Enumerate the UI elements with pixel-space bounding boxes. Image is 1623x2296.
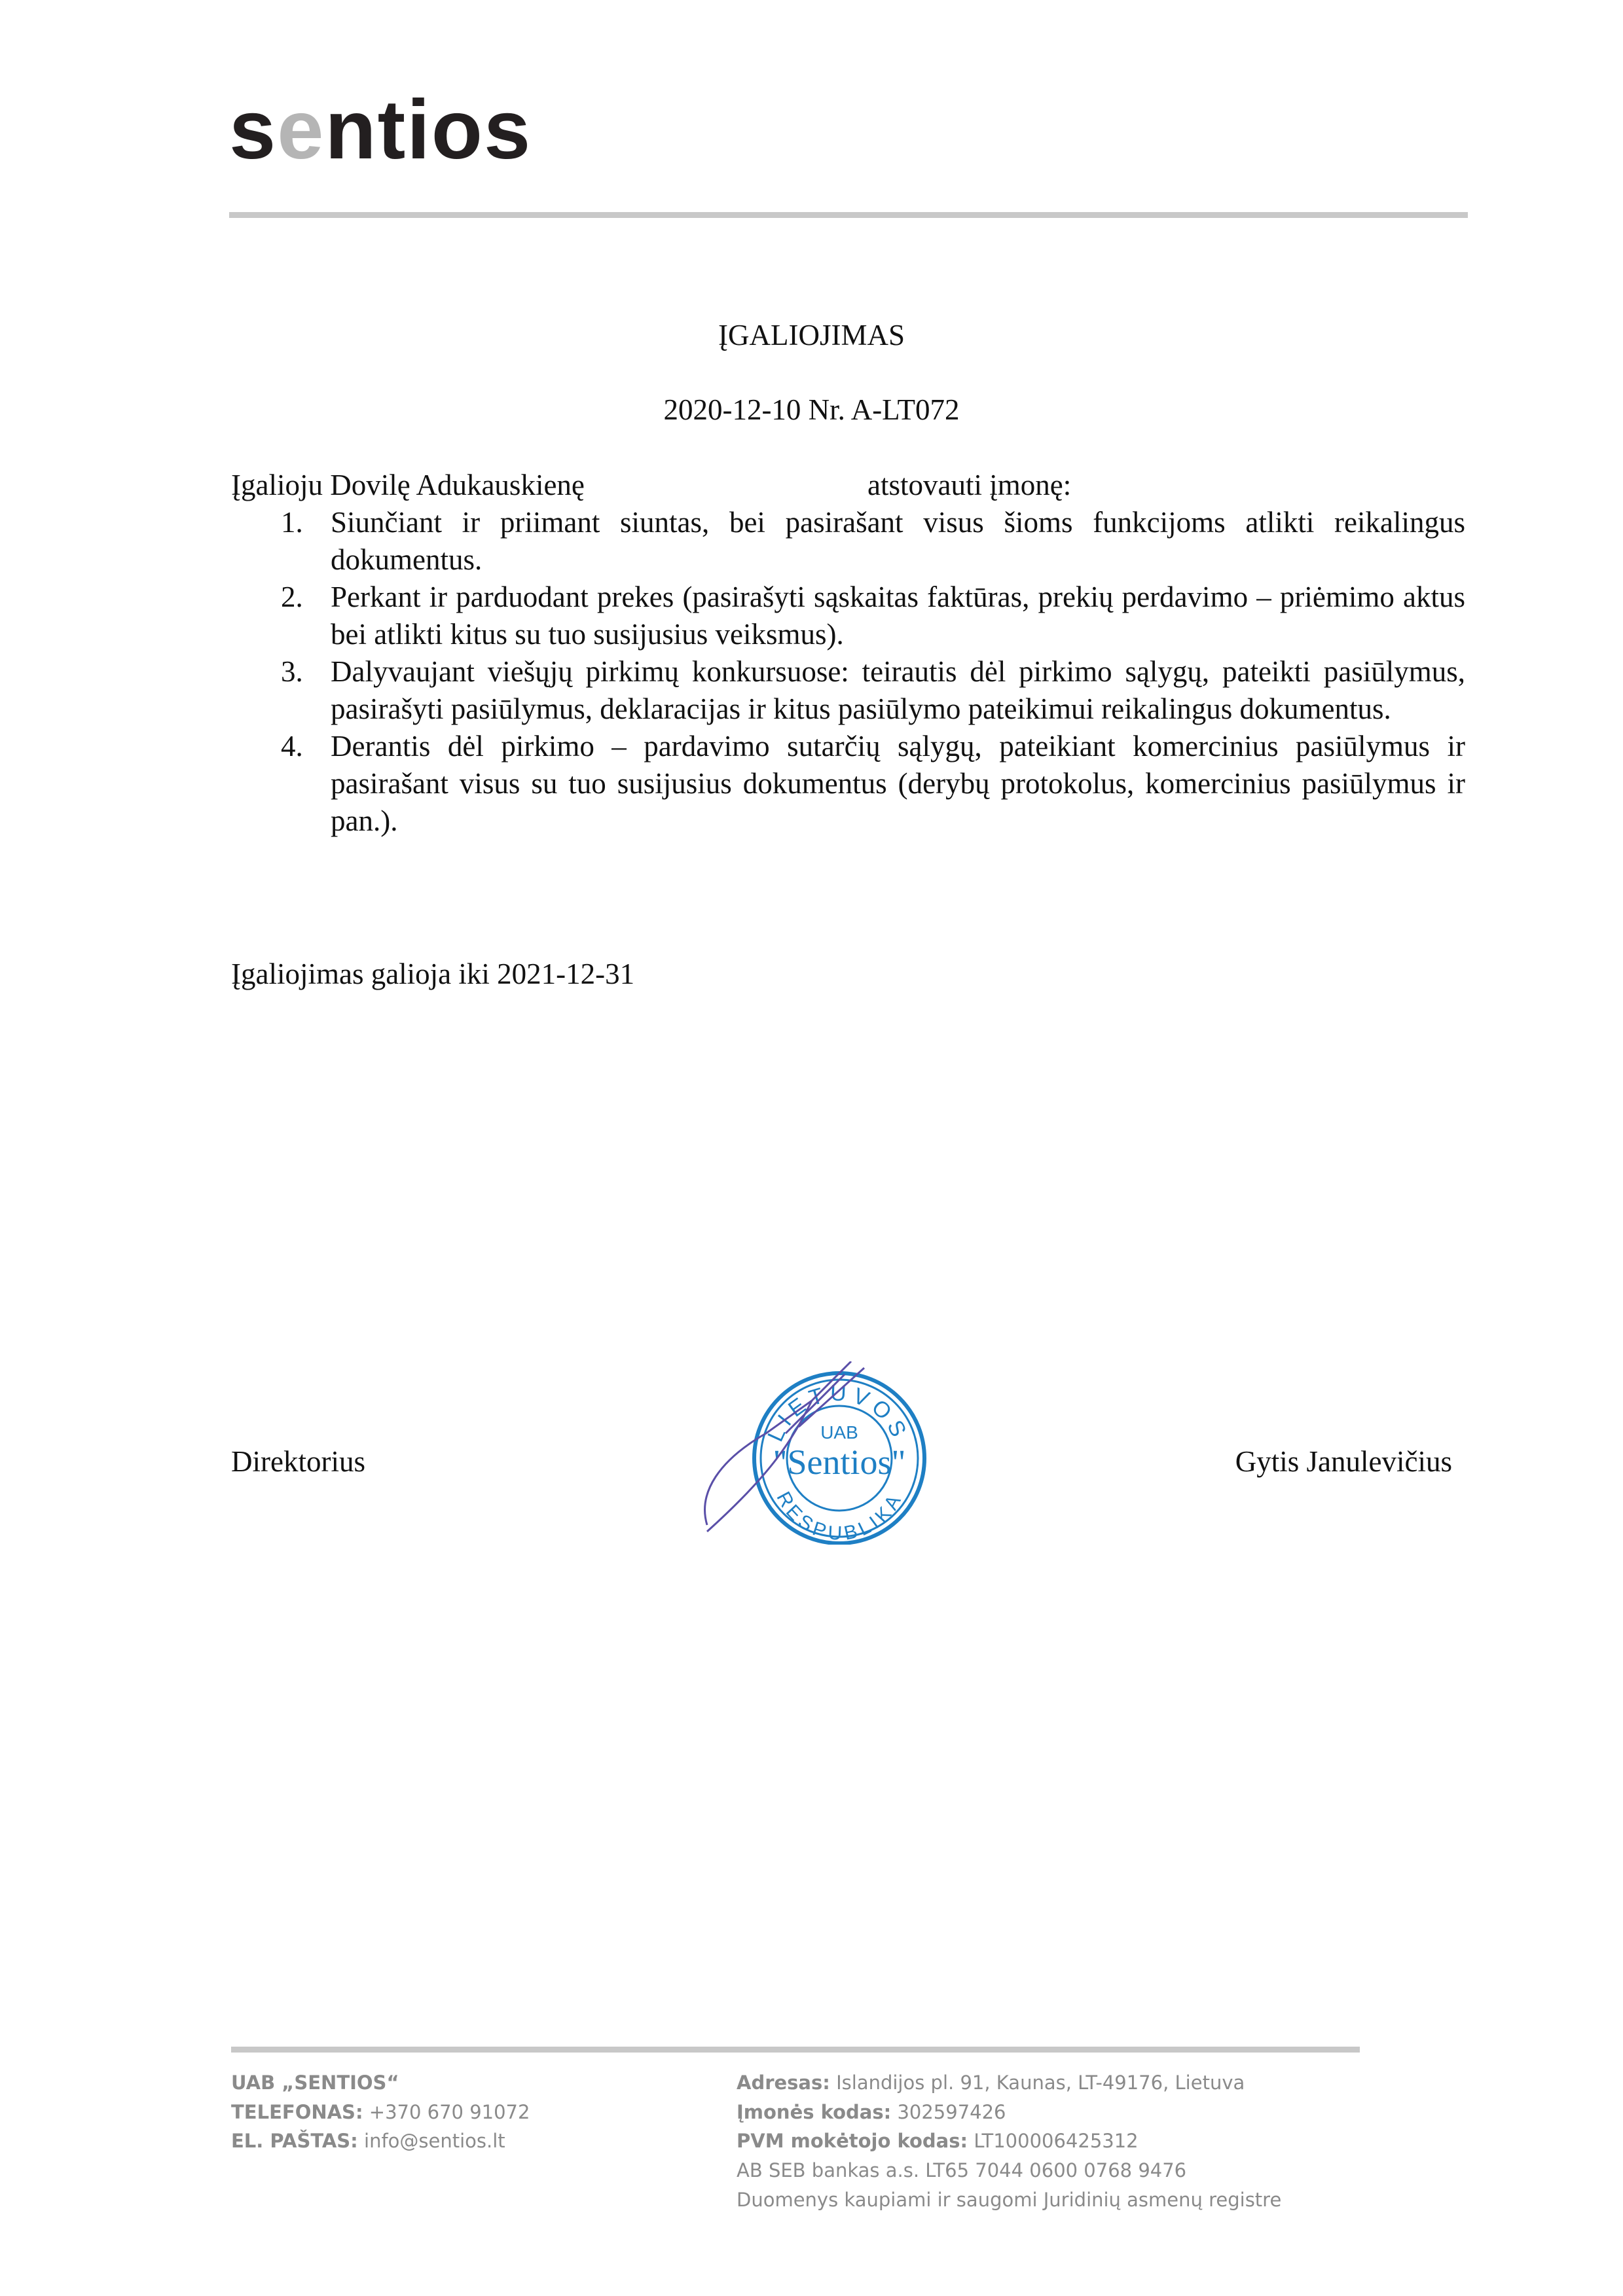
footer-label: Įmonės kodas: (737, 2100, 892, 2123)
item-text: Perkant ir parduodant prekes (pasirašyti sąskaitas faktūras, prekių perdavimo – priėmimo aktus bei atlikti kitus su tuo susijusius veiksmus). (331, 581, 1465, 651)
company-logo (229, 83, 532, 177)
item-text: Derantis dėl pirkimo – pardavimo sutarčių sąlygų, pateikiant komercinius pasiūlymus ir pasirašant visus su tuo susijusius dokumentus (derybų protokolus, komercinius pasiūlymus ir pan.). (331, 730, 1465, 837)
stamp-top-text: LIETUVOS (763, 1380, 913, 1446)
footer-label: PVM mokėtojo kodas: (737, 2130, 968, 2153)
intro-text-continued: atstovauti įmonę: (867, 469, 1072, 501)
item-number: 3. (281, 655, 303, 688)
footer-divider (231, 2047, 1360, 2053)
signatory-name: Gytis Janulevičius (1235, 1445, 1452, 1478)
list-item (231, 504, 1465, 579)
footer-address: Islandijos pl. 91, Kaunas, LT-49176, Lietuva (836, 2072, 1245, 2094)
item-text: Siunčiant ir priimant siuntas, bei pasirašant visus šioms funkcijoms atlikti reikalingus dokumentus. (331, 506, 1465, 576)
footer-label: Adresas: (737, 2072, 830, 2094)
stamp-bottom-text: RESPUBLIKA (772, 1488, 907, 1545)
footer-vat-code: LT100006425312 (974, 2130, 1139, 2153)
item-number: 2. (281, 581, 303, 613)
list-item (231, 653, 1465, 728)
footer-label: EL. PAŠTAS: (231, 2130, 358, 2153)
footer-email[interactable]: info@sentios.lt (364, 2130, 505, 2153)
logo-part: ntios (325, 83, 532, 177)
footer-right (737, 2068, 1281, 2215)
company-stamp (694, 1361, 943, 1545)
footer-phone: +370 670 91072 (369, 2100, 530, 2123)
footer-registry: Duomenys kaupiami ir saugomi Juridinių asmenų registre (737, 2188, 1282, 2211)
header-divider (229, 212, 1468, 218)
item-text: Dalyvaujant viešųjų pirkimų konkursuose: teirautis dėl pirkimo sąlygų, pateikti pasiūlymus, pasirašyti pasiūlymus, deklaracijas ir kitus pasiūlymo pateikimui reikalingus dokumentus. (331, 655, 1465, 725)
document-date-number: 2020-12-10 Nr. A-LT072 (663, 393, 960, 426)
item-number: 1. (281, 506, 303, 539)
validity-text: Įgaliojimas galioja iki 2021-12-31 (231, 958, 635, 990)
intro-text: Įgalioju Dovilę Adukauskienę (231, 469, 585, 501)
list-item (231, 579, 1465, 653)
stamp-small-text: UAB (820, 1422, 858, 1443)
logo-part: s (229, 83, 278, 177)
footer-company: UAB „SENTIOS“ (231, 2072, 399, 2094)
list-item (231, 728, 1465, 840)
footer-label: TELEFONAS: (231, 2100, 363, 2123)
footer-company-code: 302597426 (897, 2100, 1006, 2123)
footer-left (231, 2068, 530, 2156)
signatory-position: Direktorius (231, 1445, 365, 1478)
footer-bank: AB SEB bankas a.s. LT65 7044 0600 0768 9476 (737, 2159, 1187, 2182)
stamp-name: "Sentios" (773, 1443, 906, 1482)
logo-part: e (277, 83, 325, 177)
item-number: 4. (281, 730, 303, 762)
authorization-list (231, 504, 1465, 840)
document-title: ĮGALIOJIMAS (718, 319, 905, 351)
